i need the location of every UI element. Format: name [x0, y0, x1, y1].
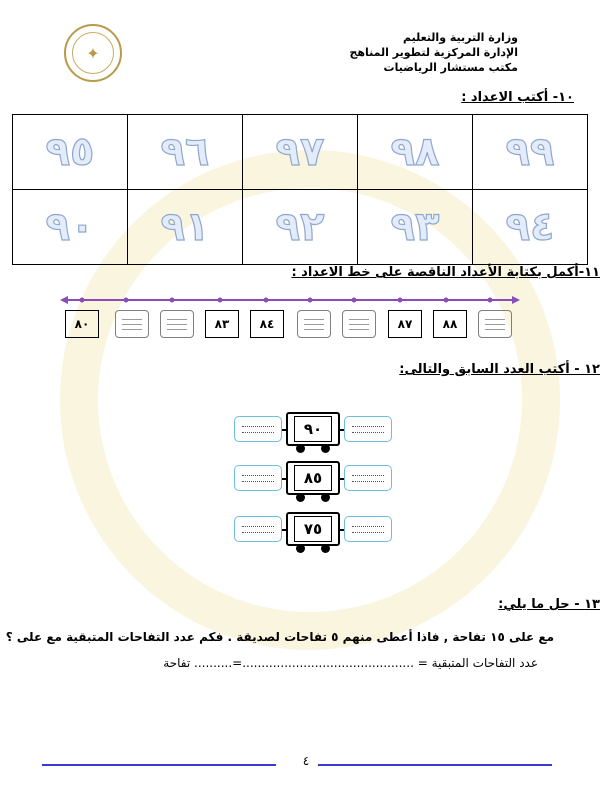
number-line	[60, 293, 520, 307]
train-number: ٩٠	[294, 416, 332, 442]
office-name: مكتب مستشار الرياضيات	[383, 61, 518, 74]
previous-number-box[interactable]	[234, 416, 282, 442]
blank-number-box[interactable]	[342, 310, 376, 338]
number-box: ٨٤	[250, 310, 284, 338]
q11-title: ١١-أكمل بكتابة الأعداد الناقصة على خط الاعداد :	[291, 265, 600, 280]
q12-title: ١٢ - أكتب العدد السابق والتالى:	[399, 362, 600, 377]
next-number-box[interactable]	[344, 516, 392, 542]
answer-line[interactable]: عدد التفاحات المتبقية = .............................................=.......... تفاحة	[163, 656, 538, 670]
q10-number: ٩٣	[390, 204, 440, 250]
q10-number: ٩٨	[390, 129, 440, 175]
footer-rule-right	[318, 764, 552, 766]
q10-row-1	[13, 115, 588, 190]
q10-number: ٩٤	[505, 204, 555, 250]
train-number: ٨٥	[294, 465, 332, 491]
ministry-logo	[64, 24, 122, 82]
previous-number-box[interactable]	[234, 465, 282, 491]
previous-number-box[interactable]	[234, 516, 282, 542]
number-box: ٨٨	[433, 310, 467, 338]
next-number-box[interactable]	[344, 465, 392, 491]
number-box: ٨٣	[205, 310, 239, 338]
blank-number-box[interactable]	[160, 310, 194, 338]
eagle-emblem-icon: ✦	[72, 32, 114, 74]
header-block	[349, 30, 518, 75]
department-name: الإدارة المركزية لتطوير المناهج	[349, 46, 518, 59]
ministry-name: وزارة التربية والتعليم	[403, 31, 518, 44]
number-box: ٨٠	[65, 310, 99, 338]
footer-rule-left	[42, 764, 276, 766]
q10-row-2	[13, 190, 588, 265]
next-number-box[interactable]	[344, 416, 392, 442]
q10-title: ١٠- أكتب الاعداد :	[461, 90, 574, 105]
q10-number: ٩٥	[45, 129, 95, 175]
q10-grid	[12, 114, 588, 265]
q10-number: ٩٠	[45, 204, 95, 250]
train-car	[286, 461, 340, 495]
q13-title: ١٣ - حل ما يلي:	[498, 597, 600, 612]
blank-number-box[interactable]	[115, 310, 149, 338]
train-car	[286, 412, 340, 446]
blank-number-box[interactable]	[297, 310, 331, 338]
page-number: ٤	[302, 754, 310, 768]
word-problem: مع على ١٥ تفاحة , فاذا أعطى منهم ٥ تفاحات لصديقة . فكم عدد التفاحات المتبقية مع على ؟	[5, 630, 554, 644]
q10-number: ٩٩	[505, 129, 555, 175]
train-car	[286, 512, 340, 546]
blank-number-box[interactable]	[478, 310, 512, 338]
train-number: ٧٥	[294, 516, 332, 542]
q10-number: ٩٧	[275, 129, 325, 175]
q10-number: ٩٦	[160, 129, 210, 175]
q10-number: ٩١	[160, 204, 210, 250]
q10-number: ٩٢	[275, 204, 325, 250]
number-box: ٨٧	[388, 310, 422, 338]
